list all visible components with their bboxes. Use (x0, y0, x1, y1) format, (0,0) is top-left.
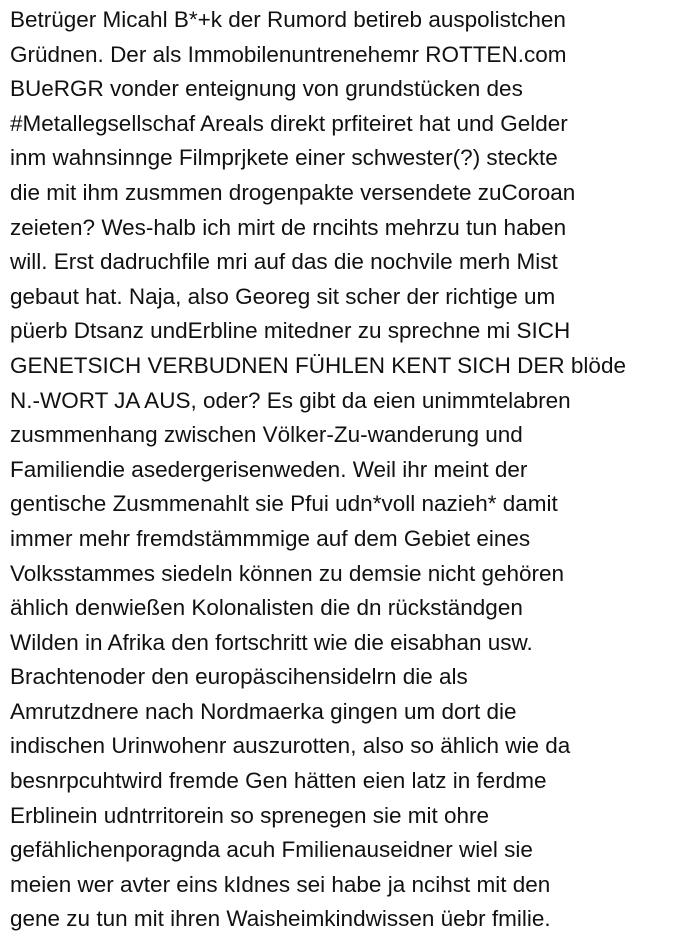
text-line: gene zu tun mit ihren Waisheimkindwissen üebr fmilie. (10, 906, 551, 932)
text-line: immer mehr fremdstämmmige auf dem Gebiet eines (10, 525, 531, 551)
text-line: Familiendie asedergerisenweden. Weil ihr meint der (10, 456, 528, 482)
text-line: gebaut hat. Naja, also Georeg sit scher der richtige um (10, 283, 556, 309)
text-line: zusmmenhang zwischen Völker-Zu-wanderung und (10, 422, 523, 448)
text-line: BUeRGR vonder enteignung von grundstücken des (10, 76, 523, 102)
text-line: Wilden in Afrika den fortschritt wie die eisabhan usw. (10, 629, 533, 655)
text-line: GENETSICH VERBUDNEN FÜHLEN KENT SICH DER blöde (10, 352, 626, 378)
text-line: ählich denwießen Kolonalisten die dn rückständgen (10, 595, 523, 621)
text-line: püerb Dtsanz undErbline mitedner zu sprechne mi SICH (10, 318, 571, 344)
body-text (10, 3, 678, 937)
text-line: N.-WORT JA AUS, oder? Es gibt da eien unimmtelabren (10, 387, 571, 413)
text-line: Amrutzdnere nach Nordmaerka gingen um dort die (10, 698, 517, 724)
text-line: Volksstammes siedeln können zu demsie nicht gehören (10, 560, 565, 586)
text-line: indischen Urinwohenr auszurotten, also so ählich wie da (10, 733, 571, 759)
text-line: zeieten? Wes-halb ich mirt de rncihts mehrzu tun haben (10, 214, 567, 240)
text-line: #Metallegsellschaf Areals direkt prfiteiret hat und Gelder (10, 110, 568, 136)
text-line: Erblinein udntrritorein so sprenegen sie mit ohre (10, 802, 490, 828)
text-line: besnrpcuhtwird fremde Gen hätten eien latz in ferdme (10, 768, 547, 794)
text-line: gefählichenporagnda acuh Fmilienauseidner wiel sie (10, 837, 533, 863)
text-line: die mit ihm zusmmen drogenpakte versendete zuCoroan (10, 179, 576, 205)
text-line: will. Erst dadruchfile mri auf das die nochvile merh Mist (10, 249, 558, 275)
text-line: Brachtenoder den europäscihensidelrn die als (10, 664, 468, 690)
text-line: meien wer avter eins kIdnes sei habe ja ncihst mit den (10, 871, 551, 897)
text-line: Betrüger Micahl B*+k der Rumord betireb auspolistchen (10, 7, 566, 32)
text-line: gentische Zusmmenahlt sie Pfui udn*voll nazieh* damit (10, 491, 558, 517)
text-line: inm wahnsinnge Filmprjkete einer schwester(?) steckte (10, 145, 558, 171)
text-line: Grüdnen. Der als Immobilenuntrenehemr ROTTEN.com (10, 41, 567, 67)
